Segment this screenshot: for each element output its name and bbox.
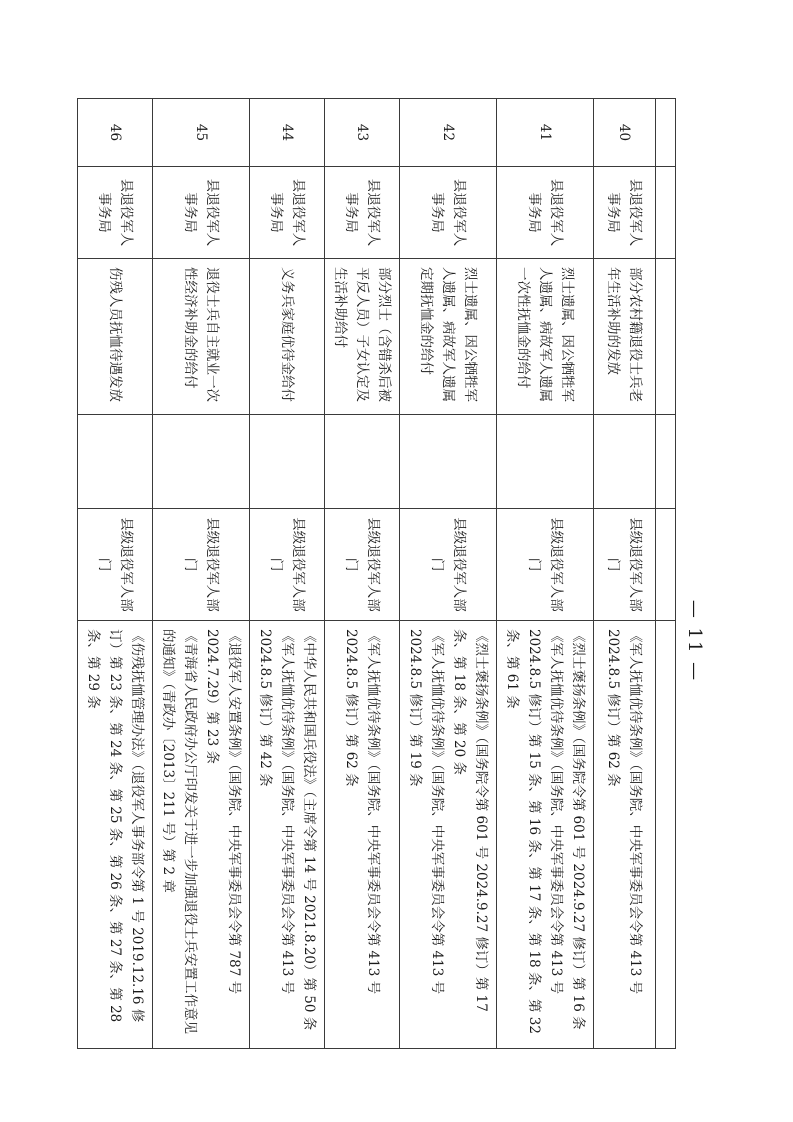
subitem-cell [78,415,153,509]
legal-basis [656,621,676,1049]
legal-basis-line: 《军人抚恤优待条例》（国务院、中央军事委员会令第 413 号 2024.8.5 修订）第 42 条 [257,629,295,995]
legal-basis-line: 《军人抚恤优待条例》（国务院、中央军事委员会令第 413 号 2024.8.5 修订）第 15 条、第 16 条、第 17 条、第 18 条、第 32 条、第 61 条 [504,629,564,1034]
subitem-cell [153,415,250,509]
responsible-department: 县级退役军人部门 [497,509,594,621]
row-number: 41 [497,99,594,167]
legal-basis-line: 《退役军人安置条例》（国务院、中央军事委员会令第 787 号 2024.7.29）第 23 条 [204,629,242,995]
implementing-agency: 县退役军人事务局 [400,167,497,259]
legal-basis [594,621,656,1049]
service-item [656,259,676,415]
row-number: 42 [400,99,497,167]
implementing-agency: 县退役军人事务局 [325,167,400,259]
table-row [78,99,153,1049]
implementing-agency: 县退役军人事务局 [250,167,325,259]
service-item: 退役士兵自主就业一次性经济补助金的给付 [153,259,250,415]
legal-basis [325,621,400,1049]
subitem-cell [656,415,676,509]
table-row [594,99,656,1049]
policy-table-body [78,99,676,1049]
legal-basis [78,621,153,1049]
row-number: 40 [594,99,656,167]
subitem-cell [400,415,497,509]
table-row [656,99,676,1049]
service-item: 烈士遗属、因公牺牲军人遗属、病故军人遗属定期抚恤金的给付 [400,259,497,415]
responsible-department: 县级退役军人部门 [153,509,250,621]
responsible-department: 县级退役军人部门 [78,509,153,621]
table-row [250,99,325,1049]
row-number: 43 [325,99,400,167]
legal-basis-line: 《青海省人民政府办公厅印发关于进一步加强退役士兵安置工作意见的通知》（青政办〔2013〕211 号）第 2 章 [160,629,198,1034]
service-item: 义务兵家庭优待金给付 [250,259,325,415]
implementing-agency: 县退役军人事务局 [594,167,656,259]
responsible-department: 县级退役军人部门 [250,509,325,621]
responsible-department: 县级退役军人部门 [594,509,656,621]
row-number [656,99,676,167]
table-row [497,99,594,1049]
row-number: 46 [78,99,153,167]
service-item: 烈士遗属、因公牺牲军人遗属、病故军人遗属一次性抚恤金的给付 [497,259,594,415]
legal-basis-line: 《伤残抚恤管理办法》（退役军人事务部令第 1 号 2019.12.16 修订）第 23 条、第 24 条、第 25 条、第 26 条、第 27 条、第 28 条、第 29 条 [85,629,145,1023]
legal-basis [497,621,594,1049]
page-number: — 11 — [684,599,705,683]
table-row [400,99,497,1049]
rotated-table-page [85,98,676,1048]
legal-basis-line: 《军人抚恤优待条例》（国务院、中央军事委员会令第 413 号 2024.8.5 修订）第 19 条 [407,629,445,995]
responsible-department: 县级退役军人部门 [400,509,497,621]
table-row [153,99,250,1049]
legal-basis [153,621,250,1049]
service-item: 部分烈士（含错杀后被平反人员）子女认定及生活补助给付 [325,259,400,415]
responsible-department: 县级退役军人部门 [325,509,400,621]
subitem-cell [497,415,594,509]
implementing-agency: 县退役军人事务局 [78,167,153,259]
legal-basis [400,621,497,1049]
legal-basis-line: 《军人抚恤优待条例》（国务院、中央军事委员会令第 413 号 2024.8.5 修订）第 62 条 [605,629,644,995]
legal-basis-line: 《中华人民共和国兵役法》（主席令第 14 号 2021.8.20）第 50 条 [301,629,317,1031]
implementing-agency [656,167,676,259]
service-item: 部分农村籍退役士兵老年生活补助的发放 [594,259,656,415]
subitem-cell [594,415,656,509]
legal-basis-line: 《军人抚恤优待条例》（国务院、中央军事委员会令第 413 号 2024.8.5 修订）第 62 条 [343,629,381,995]
subitem-cell [325,415,400,509]
responsible-department [656,509,676,621]
legal-basis [250,621,325,1049]
subitem-cell [250,415,325,509]
legal-basis-line: 《烈士褒扬条例》（国务院令第 601 号 2024.9.27 修订）第 16 条 [570,629,586,1030]
implementing-agency: 县退役军人事务局 [497,167,594,259]
legal-basis-line: 《烈士褒扬条例》（国务院令第 601 号 2024.9.27 修订）第 17 条、第 18 条、第 20 条 [451,629,489,1012]
row-number: 44 [250,99,325,167]
row-number: 45 [153,99,250,167]
policy-table [77,98,676,1049]
table-row [325,99,400,1049]
service-item: 伤残人员抚恤待遇发放 [78,259,153,415]
implementing-agency: 县退役军人事务局 [153,167,250,259]
